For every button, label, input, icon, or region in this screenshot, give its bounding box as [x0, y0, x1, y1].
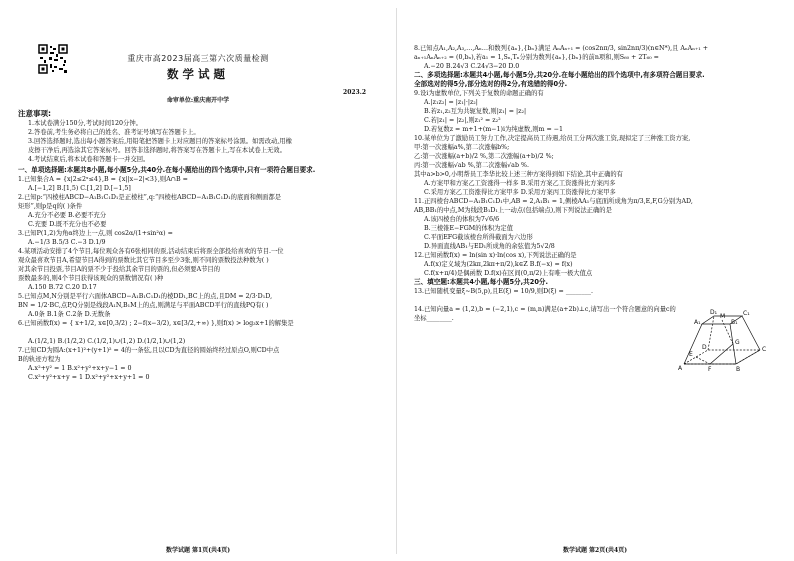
question-line: A.(1/2,1) B.(1/2,2) C.(1/2,1)∪(1,2) D.(1/2,1)∪(1,2) — [28, 338, 186, 345]
footer-page-1: 数学试题 第1页(共4页) — [165, 547, 231, 554]
question-line: 7.已知CD为圆A:(x+1)²+(y+1)² = 4的一条弦,且以CD为直径的圆始终经过原点O,则CD中点 — [18, 347, 280, 354]
label-b: B — [736, 366, 741, 373]
question-line: A.0条 B.1条 C.2条 D.无数条 — [28, 311, 111, 318]
label-b1: B₁ — [731, 319, 738, 326]
label-d1: D₁ — [710, 309, 718, 316]
label-d: D — [702, 344, 707, 351]
question-line: D.若复数z = m+1+(m−1)i为纯虚数,则m = −1 — [424, 126, 564, 133]
question-line: 6.已知函数f(x) = { x+1/2, x∈[0,3/2) ; 2−f(x−3/2), x∈[3/2,+∞) },则f(x) > log₃x+1的解集是 — [18, 320, 294, 327]
question-line: 观众最喜欢节目A,希望节目A得到的票数比其它节目多至少3张,则不同的票数投法种数为( ) — [18, 257, 269, 264]
question-line: A.[−1,2] B.[1,5) C.[1,2] D.[−1,5] — [28, 185, 131, 192]
question-line: 票数最多的,则4个节目获得该观众的票数情况有( )种 — [18, 275, 164, 282]
question-line: 对其余节目投票,节目A的票不少于投给其余节目的票的,但必须要A节目的 — [18, 266, 221, 273]
question-line: BN = 1/2·BC,点P,Q分别是线段A₁N,B₁M上的点,则满足与平面ABCD平行的直线PQ有( ) — [18, 302, 269, 309]
question-line: A.x²+y² = 1 B.x²+y²+x+y−1 = 0 — [28, 365, 132, 372]
question-line: C.若|z₁| = |z₂|,则z₁² = z₂² — [424, 117, 501, 124]
question-line: aₙ₊₁AₙAₙ₊₂ = (0,bₙ),若a₁ = 1,Sₙ,Tₙ分别为数列{aₙ},{bₙ}的前n项和,则S₆₀ + 2T₆₀ = — [414, 54, 659, 61]
question-line: C.f(x+π/4)是偶函数 D.f(x)在区间(0,π/2)上有唯一极大值点 — [424, 270, 593, 277]
question-line: A.f(x)定义域为(2kπ,2kπ+π/2),k∈Z B.f(−x) = f(x) — [424, 261, 573, 268]
question-line: C.采用方案乙工资涨得比方案甲多 D.采用方案丙工资涨得比方案甲多 — [424, 189, 616, 196]
question-line: 8.已知点A₁,A₂,A₃,…,Aₙ…和数列{aₙ},{bₙ}满足 AₙAₙ₊₁ = (cos2nπ/3, sin2nπ/3)(n∈N*),且 AₙAₙ₊₁ + — [414, 45, 709, 52]
label-c: C — [762, 346, 767, 353]
question-line: A.方案甲和方案乙工资涨得一样多 B.采用方案乙工资涨得比方案丙多 — [424, 180, 616, 187]
question-line: A.−20 B.24√3 C.24√3−20 D.0 — [424, 63, 520, 70]
question-line: C.x²+y²+x+y = 1 D.x²+y²+x+y+1 = 0 — [28, 374, 150, 381]
label-a: A — [678, 365, 683, 372]
page-2 — [402, 0, 788, 561]
question-line: 矩形”,则p是q的( )条件 — [18, 203, 83, 210]
notes-item: 3.回答选择题时,选出每小题答案后,用铅笔把答题卡上对应题目的答案标号涂黑。如需改动,用橡 — [28, 138, 292, 145]
label-a1: A₁ — [694, 319, 701, 326]
label-g: G — [735, 339, 740, 346]
notes — [18, 108, 382, 164]
question-line: C.充要 D.既不充分也不必要 — [28, 221, 107, 228]
question-line: B的轨迹方程为 — [18, 356, 61, 363]
question-line: 丙:第一次涨幅√ab %,第二次涨幅√ab %. — [414, 162, 529, 169]
question-line: A.该四棱台的体积为7√6/6 — [424, 216, 500, 223]
question-line: 3.已知P(1,2)为角α终边上一点,则 cos2α/(1+sin²α) = — [18, 230, 173, 237]
notes-heading: 注意事项: — [18, 109, 51, 118]
section-heading: 一、单项选择题:本题共8小题,每小题5分,共40分.在每小题给出的四个选项中,只有一项符合题目要求. — [18, 166, 316, 174]
question-line: 乙:第一次涨幅(a+b)/2 %,第二次涨幅(a+b)/2 %; — [414, 153, 554, 160]
label-c1: C₁ — [743, 310, 750, 317]
page-1 — [6, 0, 390, 561]
setter: 命审单位:重庆南开中学 — [166, 97, 230, 104]
question-line — [414, 296, 780, 305]
question-line: 11.正四棱台ABCD−A₁B₁C₁D₁中,AB = 2,A₁B₁ = 1,侧棱AA₁与底面所成角为π/3,E,F,G分别为AD, — [414, 198, 693, 205]
question-line: 1.已知集合A = {x|2≤2ˣ≤4},B = {x||x−2|<3},则A∩B = — [18, 176, 188, 183]
section-heading: 三、填空题:本题共4小题,每小题5分,共20分. — [414, 278, 549, 286]
notes-item: 4.考试结束后,将本试卷和答题卡一并交回。 — [28, 156, 150, 163]
question-line: AB,BB₁的中点,M为线段B₁D₁上一动点(包括端点),则下列说法正确的是 — [414, 207, 612, 214]
questions-page-1 — [18, 166, 382, 382]
question-line: 10.某单位为了激励员工努力工作,决定提高员工待遇,给员工分两次涨工资,现拟定了三种涨工资方案, — [414, 135, 691, 142]
question-line: 12.已知函数f(x) = ln(sin x)·ln(cos x),下列说法正确的是 — [414, 252, 577, 259]
question-line: A.充分不必要 B.必要不充分 — [28, 212, 107, 219]
question-line: B.三棱锥E−FGM的体积为定值 — [424, 225, 514, 232]
question-line: 2.已知p:“四棱柱ABCD−A₁B₁C₁D₁是正棱柱”,q:“四棱柱ABCD−A₁B₁C₁D₁的底面和侧面都是 — [18, 194, 282, 201]
question-line: A.−1/3 B.5/3 C.−3 D.1/9 — [28, 239, 106, 246]
question-line: 13.已知随机变量ξ~B(5,p),且E(ξ) = 10/9,则D(ξ) = ________. — [414, 288, 594, 295]
question-line — [18, 328, 382, 337]
frustum-figure — [674, 306, 774, 376]
notes-item: 2.答卷前,考生务必将自己的姓名、准考证号填写在答题卡上。 — [28, 129, 200, 136]
footer-page-2: 数学试题 第2页(共4页) — [562, 547, 628, 554]
notes-item: 皮擦干净后,再选涂其它答案标号。回答非选择题时,将答案写在答题卡上,写在本试卷上无效。 — [28, 147, 286, 154]
question-line: 5.已知点M,N分别是平行六面体ABCD−A₁B₁C₁D₁的棱DD₁,BC上的点,且DM = 2/3·D₁D, — [18, 293, 273, 300]
question-line: 坐标________. — [414, 315, 454, 322]
label-m: M — [720, 313, 726, 320]
question-line: A.150 B.72 C.20 D.17 — [28, 284, 97, 291]
question-line: 甲:第一次涨幅a%,第二次涨幅b%; — [414, 144, 510, 151]
question-line: 9.设i为虚数单位,下列关于复数的命题正确的有 — [414, 90, 544, 97]
question-line: A.|z₁z₂| = |z₁|·|z₂| — [424, 99, 478, 106]
question-line: 其中a>b>0,小明帮员工李华比较上述三种方案得到如下结论,其中正确的有 — [414, 171, 623, 178]
subject-title: 数学试题 — [167, 67, 229, 81]
notes-item: 1.本试卷满分150分,考试时间120分钟。 — [28, 120, 142, 127]
question-line: C.平面EFG截该棱台所得截面为六边形 — [424, 234, 533, 241]
exam-title: 重庆市高2023届高三第六次质量检测 — [127, 54, 269, 63]
section-heading: 二、多项选择题:本题共4小题,每小题5分,共20分.在每小题给出的四个选项中,有多项符合题目要求. — [414, 71, 705, 79]
questions-page-2 — [414, 44, 780, 323]
page-divider — [396, 8, 397, 554]
question-line: 14.已知向量a = (1,2),b = (−2,1),c = (m,n)满足(a+2b)⊥c,请写出一个符合题意的向量c的 — [414, 306, 676, 313]
question-line: D.异面直线AB₁与ED₁所成角的余弦值为5√2/8 — [424, 243, 555, 250]
question-line: B.若z₁,z₂互为共轭复数,则|z₁| = |z₂| — [424, 108, 527, 115]
question-line: 4.某项活动安排了4个节目,每位观众各有6张相同的票,活动结束后将票全部投给喜欢的节目.一位 — [18, 248, 284, 255]
exam-date: 2023.2 — [343, 89, 366, 96]
label-e: E — [689, 351, 693, 358]
section-heading: 全部选对的得5分,部分选对的得2分,有选错的得0分. — [414, 80, 568, 88]
label-f: F — [708, 366, 712, 373]
